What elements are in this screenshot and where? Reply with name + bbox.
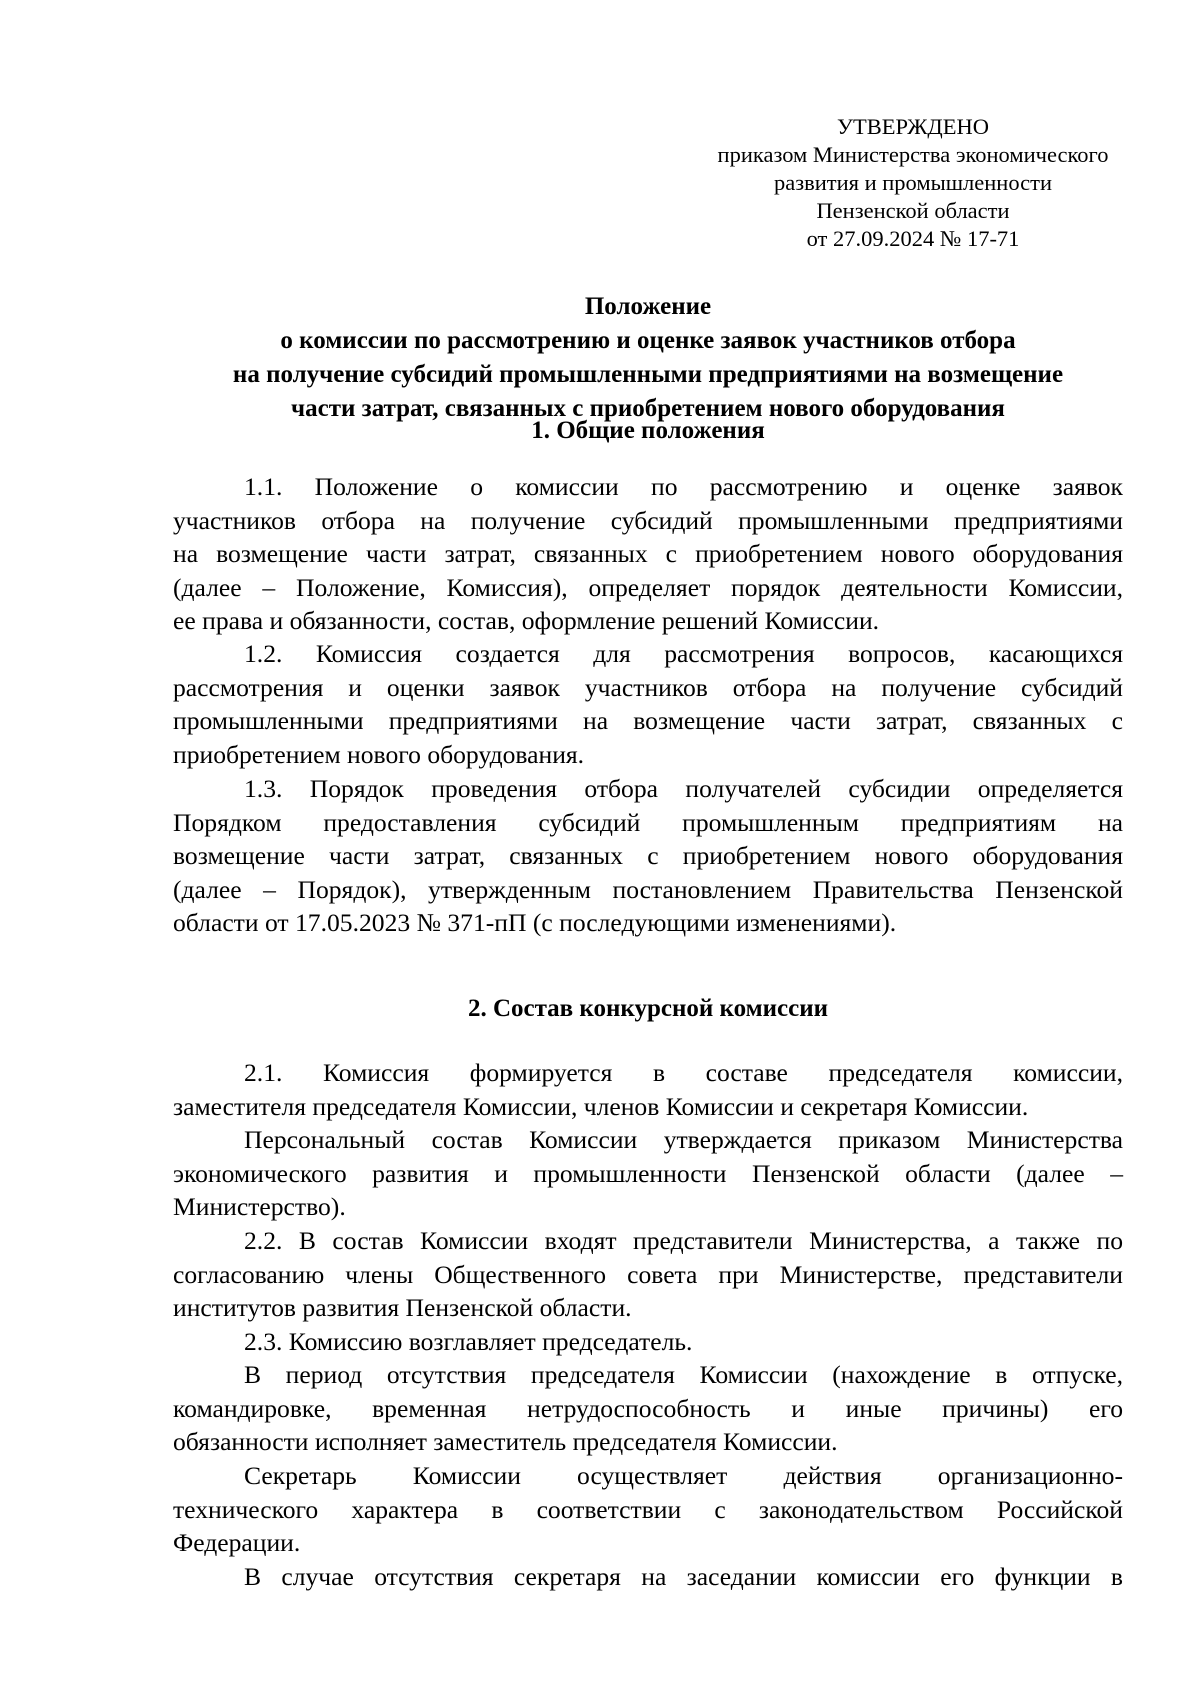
paragraph-1-1 [173, 470, 1123, 638]
text-line: 1.2. Комиссия создается для рассмотрения вопросов, касающихся [244, 639, 1123, 668]
approval-stamp [663, 113, 1163, 253]
title-line: на получение субсидий промышленными предприятиями на возмещение [232, 361, 1064, 388]
text-line: 2.3. Комиссию возглавляет председатель. [244, 1327, 693, 1356]
approval-line: приказом Министерства экономического [717, 142, 1109, 167]
paragraph-2-3 [173, 1325, 1123, 1359]
text-line: 2.1. Комиссия формируется в составе председателя комиссии, [244, 1058, 1123, 1087]
text-line: Секретарь Комиссии осуществляет действия организационно- [244, 1461, 1123, 1490]
approval-line: Пензенской области [816, 198, 1010, 223]
text-line: (далее – Порядок), утвержденным постановлением Правительства Пензенской [173, 874, 1123, 904]
paragraph-1-2 [173, 637, 1123, 771]
text-line: возмещение части затрат, связанных с приобретением нового оборудования [173, 841, 1123, 870]
text-line: 1.1. Положение о комиссии по рассмотрению и оценке заявок [244, 472, 1123, 501]
text-line: участников отбора на получение субсидий промышленными предприятиями [173, 505, 1123, 535]
document-page [173, 0, 1123, 1698]
text-line: Федерации. [173, 1528, 301, 1557]
text-line: технического характера в соответствии с законодательством Российской [173, 1494, 1123, 1524]
text-line: согласованию члены Общественного совета при Министерстве, представители [173, 1259, 1123, 1289]
paragraph-1-3 [173, 772, 1123, 940]
text-line: заместителя председателя Комиссии, членов Комиссии и секретаря Комиссии. [173, 1091, 1029, 1121]
text-line: Персональный состав Комиссии утверждается приказом Министерства [244, 1125, 1123, 1154]
text-line: Министерство). [173, 1192, 346, 1221]
text-line: приобретением нового оборудования. [173, 739, 585, 769]
document-title [173, 290, 1123, 426]
paragraph-2-3-absence [173, 1358, 1123, 1459]
text-line: области от 17.05.2023 № 371-пП (с последующими изменениями). [173, 908, 897, 937]
text-line: В случае отсутствия секретаря на заседании комиссии его функции в [244, 1562, 1123, 1591]
text-line: на возмещение части затрат, связанных с приобретением нового оборудования [173, 539, 1123, 568]
paragraph-2-3-secretary [173, 1459, 1123, 1560]
text-line: ее права и обязанности, состав, оформление решений Комиссии. [173, 606, 880, 635]
text-line: 1.3. Порядок проведения отбора получателей субсидии определяется [244, 774, 1123, 803]
approval-line: развития и промышленности [773, 170, 1053, 195]
paragraph-2-2 [173, 1224, 1123, 1325]
text-line: промышленными предприятиями на возмещение части затрат, связанных с [173, 706, 1123, 735]
paragraph-2-1 [173, 1056, 1123, 1123]
section-heading-2: 2. Состав конкурсной комиссии [467, 995, 829, 1022]
section-heading-1: 1. Общие положения [531, 417, 765, 444]
title-line: Положение [584, 293, 712, 320]
text-line: (далее – Положение, Комиссия), определяет порядок деятельности Комиссии, [173, 572, 1123, 602]
text-line: рассмотрения и оценки заявок участников отбора на получение субсидий [173, 672, 1123, 702]
text-line: экономического развития и промышленности Пензенской области (далее – [173, 1158, 1123, 1188]
title-line: о комиссии по рассмотрению и оценке заявок участников отбора [280, 327, 1016, 354]
text-line: институтов развития Пензенской области. [173, 1293, 632, 1322]
text-line: 2.2. В состав Комиссии входят представители Министерства, а также по [244, 1226, 1123, 1255]
paragraph-2-3-secretary-absence [173, 1560, 1123, 1594]
paragraph-2-1-composition [173, 1123, 1123, 1224]
approval-line: от 27.09.2024 № 17-71 [806, 226, 1020, 251]
text-line: В период отсутствия председателя Комиссии (нахождение в отпуске, [244, 1360, 1123, 1389]
text-line: обязанности исполняет заместитель председателя Комиссии. [173, 1427, 838, 1456]
approval-line: УТВЕРЖДЕНО [837, 114, 989, 139]
text-line: Порядком предоставления субсидий промышленным предприятиям на [173, 807, 1123, 837]
text-line: командировке, временная нетрудоспособность и иные причины) его [173, 1393, 1123, 1423]
title-line: части затрат, связанных с приобретением нового оборудования [291, 395, 1005, 422]
